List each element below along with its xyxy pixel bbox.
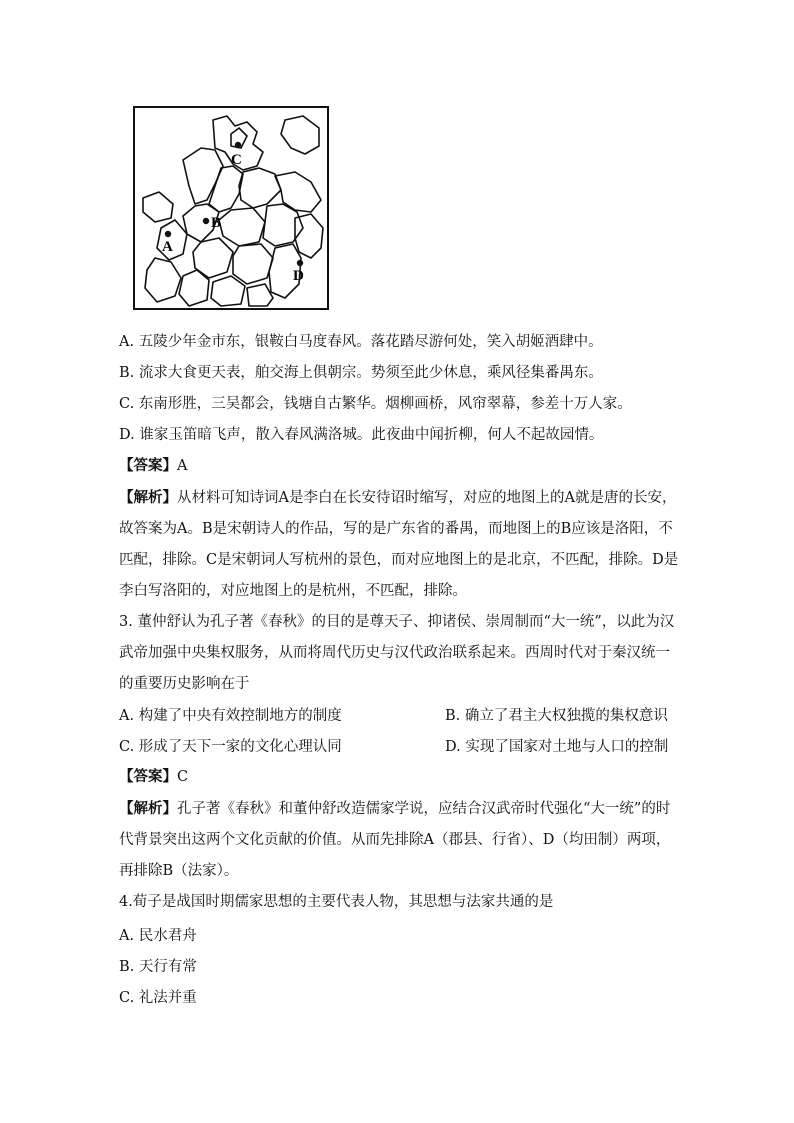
q3-option-a: A. 构建了中央有效控制地方的制度 [119,708,342,724]
province-map-icon [135,108,327,308]
q3-answer-tag: 【答案】 [119,768,177,785]
map-label-b: B [211,215,222,231]
q2-answer [119,456,187,476]
q3-answer-value: C [177,769,189,785]
q3-analysis [119,793,679,887]
map-point-a [165,231,171,237]
q2-answer-tag: 【答案】 [119,457,177,474]
q2-analysis-text: 从材料可知诗词A是李白在长安待诏时缩写，对应的地图上的A就是唐的长安，故答案为A。B是宋朝诗人的作品，写的是广东省的番禺，而地图上的B应该是洛阳，不匹配，排除。C是宋朝词人写杭州的景色，而对应地图上的是北京，不匹配，排除。D是李白写洛阳的，对应地图上的是杭州，不匹配，排除。 [119,490,679,599]
q4-option-c: C. 礼法并重 [119,990,197,1006]
q4-option-b: B. 天行有常 [119,959,197,975]
q3-analysis-tag: 【解析】 [119,800,177,817]
q3-analysis-text: 孔子著《春秋》和董仲舒改造儒家学说，应结合汉武帝时代强化“大一统”的时代背景突出这两个文化贡献的价值。从而先排除A（郡县、行省）、D（均田制）两项，再排除B（法家）。 [119,801,671,879]
q2-option-b: B. 流求大食更天表，舶交海上俱朝宗。势须至此少休息，乘风径集番禺东。 [119,365,603,381]
map-point-c [235,142,241,148]
map-label-c: C [231,152,242,168]
q2-analysis-tag: 【解析】 [119,489,177,506]
map-label-a: A [162,239,173,255]
q4-stem: 4.荀子是战国时期儒家思想的主要代表人物，其思想与法家共通的是 [119,894,554,910]
q2-option-c: C. 东南形胜，三吴都会，钱塘自古繁华。烟柳画桥，风帘翠幕，参差十万人家。 [119,396,632,412]
q3-option-b: B. 确立了君主大权独揽的集权意识 [445,708,668,724]
map-point-b [203,218,209,224]
q3-answer [119,767,188,787]
q4-option-a: A. 民水君舟 [119,928,197,944]
q2-answer-value: A [177,458,188,474]
q2-option-d: D. 谁家玉笛暗飞声，散入春风满洛城。此夜曲中闻折柳，何人不起故园情。 [119,427,604,443]
china-map-figure [133,106,329,310]
q3-option-c: C. 形成了天下一家的文化心理认同 [119,739,342,755]
q2-analysis [119,482,679,607]
q3-stem: 3. 董仲舒认为孔子著《春秋》的目的是尊天子、抑诸侯、崇周制而“大一统”，以此为汉武帝加强中央集权服务，从而将周代历史与汉代政治联系起来。西周时代对于秦汉统一的重要历史影响在于 [119,614,675,692]
q2-option-a: A. 五陵少年金市东，银鞍白马度春风。落花踏尽游何处，笑入胡姬酒肆中。 [119,334,603,350]
map-point-d [297,260,303,266]
map-label-d: D [293,268,304,284]
q3-option-d: D. 实现了国家对土地与人口的控制 [445,739,669,755]
